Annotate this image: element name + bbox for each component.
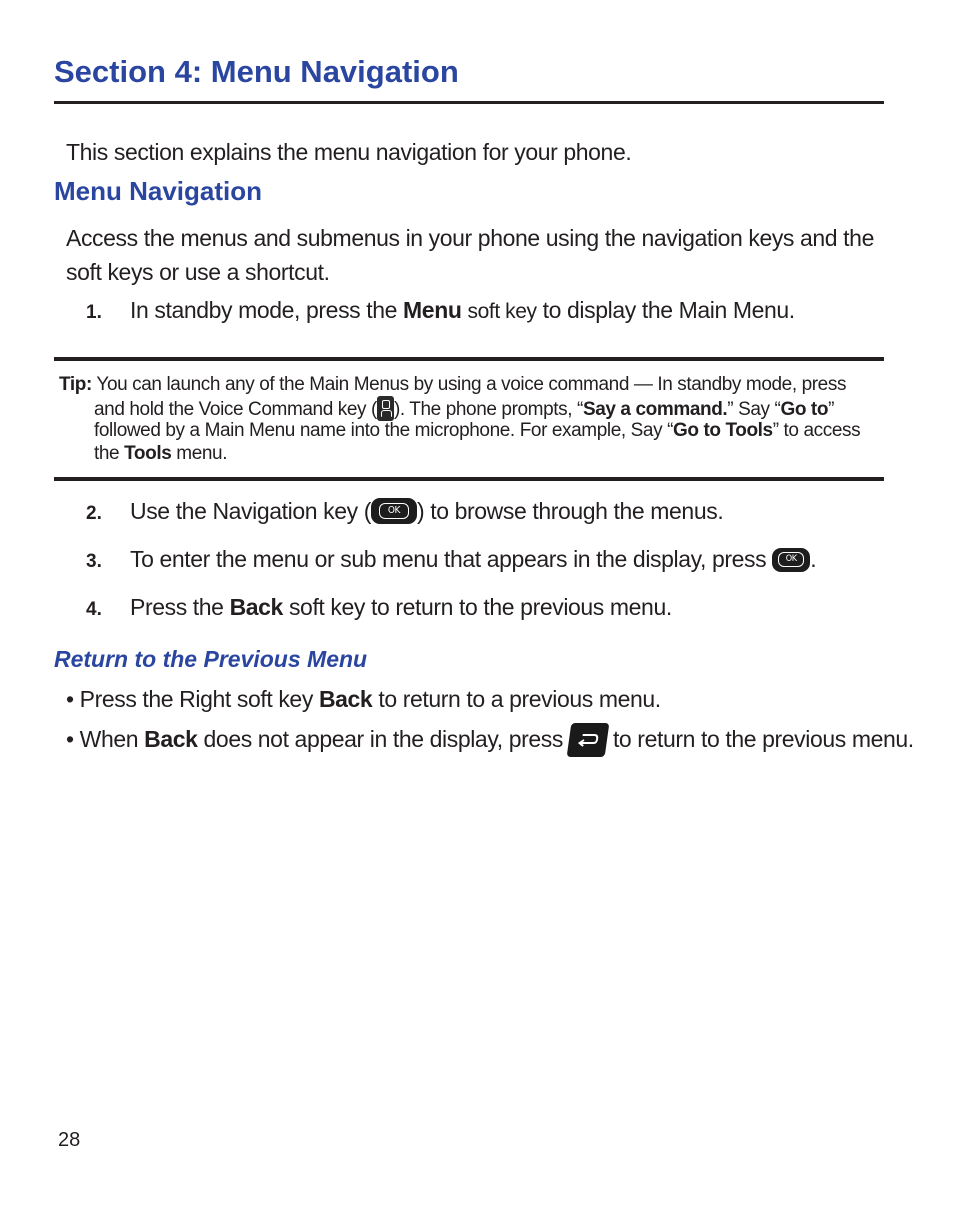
tip-line-4 [94, 442, 227, 465]
step-1-softkey: soft key [467, 300, 537, 323]
tip-l3-b: Go to Tools [673, 420, 773, 441]
bullet-2-back: Back [144, 726, 198, 752]
step-4-number: 4. [86, 599, 102, 620]
tip-l2-a: and hold the Voice Command key ( [94, 399, 377, 420]
step-2-pre: Use the Navigation key ( [130, 498, 371, 524]
tip-l3-c: ” to access [772, 420, 861, 441]
bullet-2 [66, 723, 914, 757]
step-3-text [130, 546, 816, 573]
bullet-1-back: Back [318, 686, 373, 712]
tip-l4-b: Tools [124, 443, 172, 464]
step-1-post: to display the Main Menu. [542, 297, 795, 323]
tip-l3-a: followed by a Main Menu name into the microphone. For example, Say “ [94, 420, 673, 441]
tip-l2-b: ). The phone prompts, “ [393, 399, 583, 420]
tip-label: Tip: [59, 374, 92, 395]
tip-l1: You can launch any of the Main Menus by using a voice command — In standby mode, press [96, 374, 847, 395]
tip-line-3 [94, 419, 860, 442]
page-number: 28 [58, 1129, 81, 1151]
step-4-pre: Press the [130, 594, 224, 620]
back-key-icon [567, 723, 610, 757]
tip-l2-d: ” Say “ [727, 399, 781, 420]
menu-navigation-heading: Menu Navigation [54, 176, 263, 206]
tip-l4-a: the [94, 443, 120, 464]
tip-top-rule [54, 357, 884, 361]
tip-line-1 [59, 373, 846, 396]
menu-navigation-para-line1: Access the menus and submenus in your phone using the navigation keys and the [66, 225, 874, 251]
tip-l2-c: Say a command. [582, 399, 728, 420]
ok-label-2: OK [778, 552, 804, 567]
step-1-text [130, 297, 795, 324]
bullet-1 [66, 686, 661, 713]
step-3-pre: To enter the menu or sub menu that appears in the display, press [130, 546, 767, 572]
intro-text: This section explains the menu navigation for your phone. [66, 139, 632, 165]
step-3-number: 3. [86, 551, 102, 572]
navigation-key-icon [371, 498, 417, 524]
step-4-post: soft key to return to the previous menu. [288, 594, 672, 620]
step-4-back: Back [229, 594, 283, 620]
step-3-post: . [810, 546, 817, 572]
bullet-2-post: to return to the previous menu. [612, 726, 914, 752]
step-1-menu: Menu [403, 297, 462, 323]
bullet-1-pre: • Press the Right soft key [66, 686, 313, 712]
step-1-number: 1. [86, 302, 102, 323]
tip-l2-e: Go to [780, 399, 829, 420]
bullet-2-mid: does not appear in the display, press [203, 726, 563, 752]
voice-command-key-icon [377, 396, 394, 421]
step-4-text [130, 594, 672, 621]
ok-key-icon [772, 548, 810, 572]
step-2-text [130, 498, 723, 525]
return-heading: Return to the Previous Menu [54, 646, 368, 672]
menu-navigation-para-line2: soft keys or use a shortcut. [66, 259, 330, 285]
bullet-2-pre: • When [66, 726, 139, 752]
tip-l4-c: menu. [176, 443, 228, 464]
bullet-1-post: to return to a previous menu. [378, 686, 661, 712]
step-2-post: ) to browse through the menus. [416, 498, 724, 524]
tip-bottom-rule [54, 477, 884, 481]
title-divider [54, 101, 884, 104]
tip-line-2 [94, 396, 834, 421]
tip-l2-f: ” [828, 399, 834, 420]
back-arrow-icon [576, 732, 600, 748]
step-2-number: 2. [86, 503, 102, 524]
section-title: Section 4: Menu Navigation [54, 54, 459, 89]
step-1-pre: In standby mode, press the [130, 297, 398, 323]
ok-label: OK [379, 503, 409, 519]
